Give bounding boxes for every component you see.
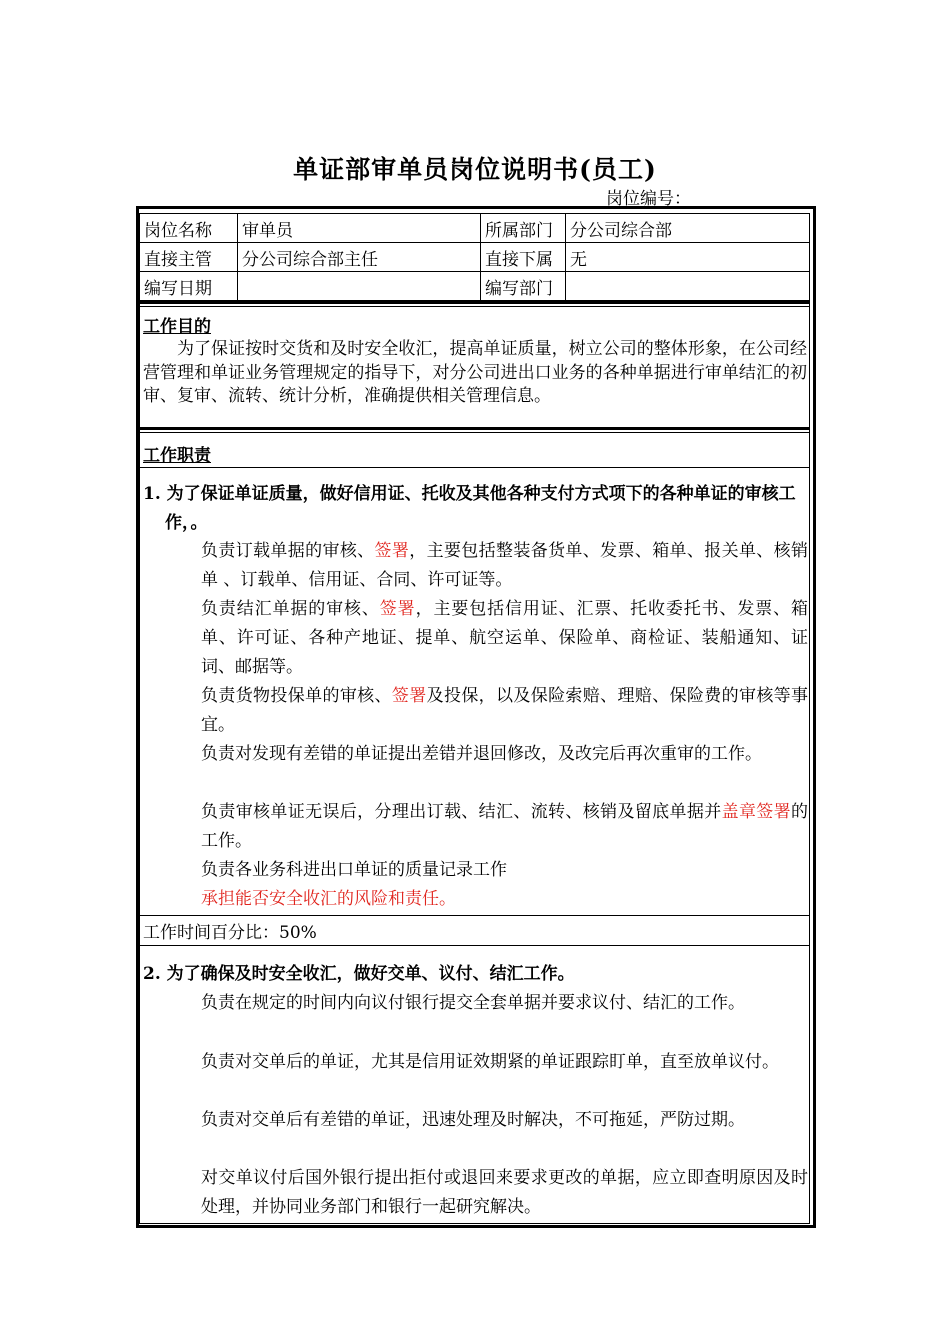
- list-item: [172, 595, 808, 682]
- dept-value: 分公司综合部: [566, 214, 810, 243]
- author-dept-value: [566, 272, 810, 301]
- duty-1-title-text: 1. 为了保证单证质量，做好信用证、托收及其他各种支付方式项下的各种单证的审核工作，。: [143, 484, 796, 533]
- divider: [139, 945, 810, 946]
- post-name-label: 岗位名称: [140, 214, 238, 243]
- duty-2-title: [143, 960, 807, 989]
- dept-label: 所属部门: [481, 214, 566, 243]
- page-title: 单证部审单员岗位说明书(员工): [293, 155, 657, 184]
- post-name-value: 审单员: [238, 214, 481, 243]
- item-text-part: 负责审核单证无误后，分理出订载、结汇、流转、核销及留底单据并: [201, 802, 722, 822]
- list-item: [172, 1164, 808, 1222]
- list-item: [172, 798, 808, 856]
- item-highlight: 承担能否安全收汇的风险和责任。: [201, 889, 456, 909]
- list-item: [172, 989, 808, 1018]
- author-dept-label: 编写部门: [481, 272, 566, 301]
- item-text: [201, 885, 808, 914]
- list-item: [172, 885, 808, 914]
- item-text: [201, 537, 808, 595]
- item-text-part: 负责订载单据的审核、: [201, 541, 375, 561]
- info-table: [139, 213, 810, 301]
- divider: [139, 467, 810, 468]
- item-text: [201, 595, 808, 682]
- supervisor-value: 分公司综合部主任: [238, 243, 481, 272]
- item-text-part: 负责货物投保单的审核、: [201, 686, 392, 706]
- divider: [139, 915, 810, 916]
- purpose-heading: 工作目的: [143, 317, 211, 337]
- list-item: [172, 1106, 808, 1135]
- date-value: [238, 272, 481, 301]
- table-row: [140, 243, 810, 272]
- item-text: [201, 682, 808, 740]
- double-divider: [139, 301, 810, 307]
- item-text: [201, 856, 808, 885]
- work-time-percentage: 工作时间百分比：50%: [143, 923, 317, 943]
- purpose-text: 为了保证按时交货和及时安全收汇，提高单证质量，树立公司的整体形象，在公司经营管理和单证业务管理规定的指导下，对分公司进出口业务的各种单据进行审单结汇的初审、复审、流转、统计分析，准确提供相关管理信息。: [143, 339, 807, 406]
- double-divider: [139, 427, 810, 433]
- duty-1-title: [143, 480, 807, 538]
- duty-2-title-text: 2. 为了确保及时安全收汇，做好交单、议付、结汇工作。: [143, 964, 575, 984]
- table-row: [140, 214, 810, 243]
- item-highlight: 签署: [374, 541, 410, 561]
- item-highlight: 盖章签署: [721, 802, 792, 822]
- item-text: 负责对交单后的单证，尤其是信用证效期紧的单证跟踪盯单，直至放单议付。: [201, 1052, 779, 1072]
- subordinate-label: 直接下属: [481, 243, 566, 272]
- item-text: [201, 740, 808, 769]
- list-item: [172, 856, 808, 885]
- item-text: 负责对交单后有差错的单证，迅速处理及时解决，不可拖延，严防过期。: [201, 1110, 745, 1130]
- post-number-label: 岗位编号：: [606, 189, 691, 209]
- item-highlight: 签署: [391, 686, 427, 706]
- item-highlight: 签署: [379, 599, 416, 619]
- date-label: 编写日期: [140, 272, 238, 301]
- table-row: [140, 272, 810, 301]
- item-text-part: 负责对发现有差错的单证提出差错并退回修改，及改完后再次重审的工作。: [201, 744, 762, 764]
- list-item: [172, 537, 808, 595]
- list-item: [172, 1048, 808, 1077]
- item-text: [201, 798, 808, 856]
- item-text: 对交单议付后国外银行提出拒付或退回来要求更改的单据，应立即查明原因及时处理，并协同业务部门和银行一起研究解决。: [201, 1168, 808, 1217]
- subordinate-value: 无: [566, 243, 810, 272]
- item-text: 负责在规定的时间内向议付银行提交全套单据并要求议付、结汇的工作。: [201, 993, 745, 1013]
- item-text-part: 的工作。: [201, 802, 809, 851]
- item-text-part: ，主要包括整装备货单、发票、箱单、报关单、核销单 、订载单、信用证、合同、许可证等。: [201, 541, 809, 590]
- item-text-part: ，主要包括信用证、汇票、托收委托书、发票、箱单、许可证、各种产地证、提单、航空运单、保险单、商检证、装船通知、证词、邮据等。: [201, 599, 809, 677]
- item-text-part: 及投保，以及保险索赔、理赔、保险费的审核等事宜。: [201, 686, 809, 735]
- item-text-part: 负责各业务科进出口单证的质量记录工作: [201, 860, 507, 880]
- list-item: [172, 740, 808, 769]
- list-item: [172, 682, 808, 740]
- item-text-part: 负责结汇单据的审核、: [201, 599, 380, 619]
- duties-heading: 工作职责: [143, 446, 211, 466]
- supervisor-label: 直接主管: [140, 243, 238, 272]
